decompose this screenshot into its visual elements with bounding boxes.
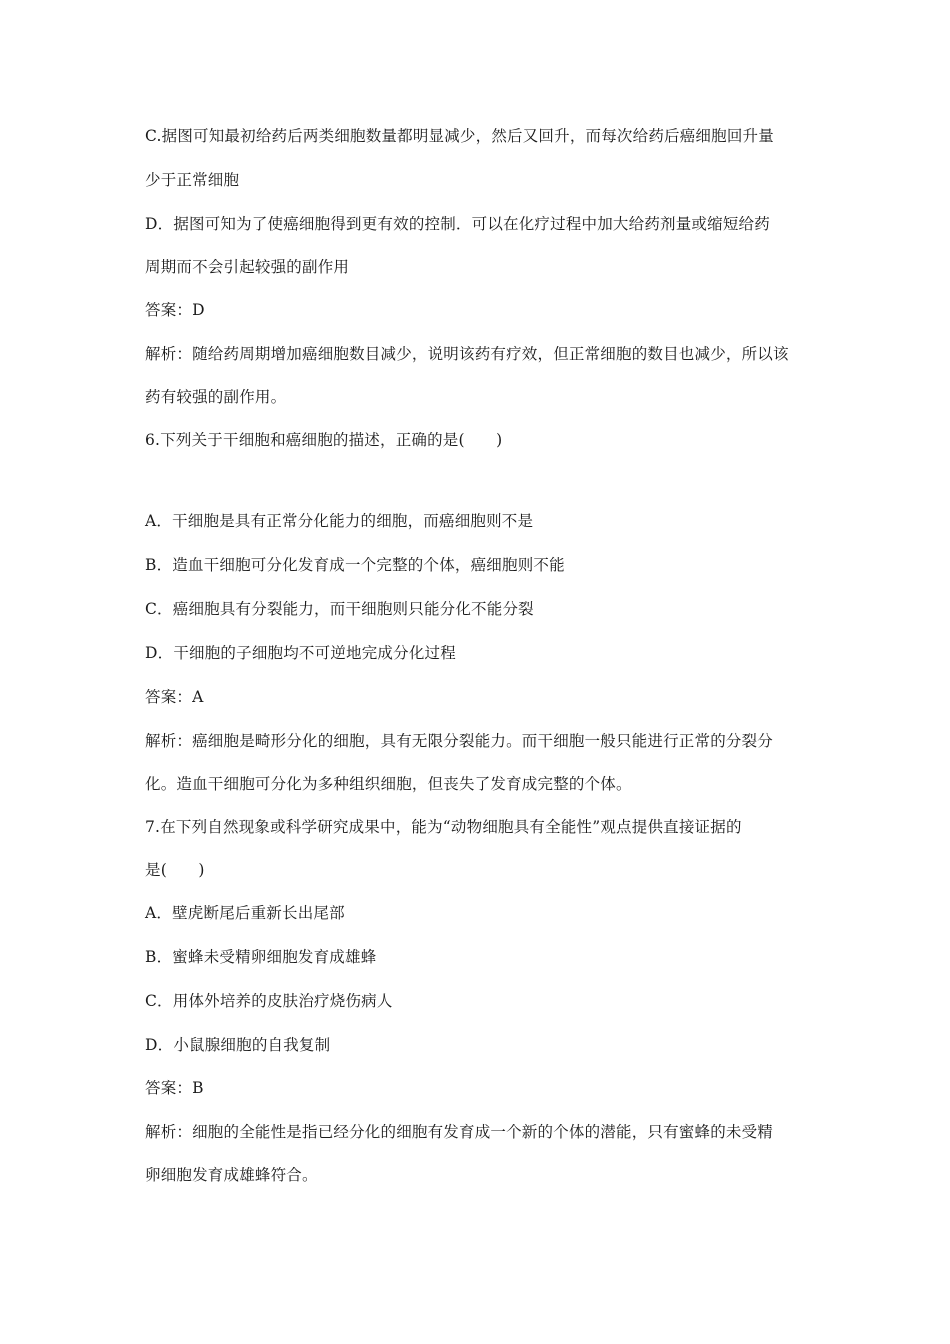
q6-option-b: B．造血干细胞可分化发育成一个完整的个体，癌细胞则不能 bbox=[145, 556, 565, 574]
q7-analysis-line2: 卵细胞发育成雄蜂符合。 bbox=[145, 1166, 318, 1184]
q7-option-d: D．小鼠腺细胞的自我复制 bbox=[145, 1036, 331, 1054]
q7-option-b: B．蜜蜂未受精卵细胞发育成雄蜂 bbox=[145, 948, 377, 966]
q6-analysis-line1: 解析：癌细胞是畸形分化的细胞，具有无限分裂能力。而干细胞一般只能进行正常的分裂分 bbox=[145, 732, 774, 750]
q5-analysis-line2: 药有较强的副作用。 bbox=[145, 388, 287, 406]
q6-analysis-line2: 化。造血干细胞可分化为多种组织细胞，但丧失了发育成完整的个体。 bbox=[145, 775, 632, 793]
q7-option-a: A．壁虎断尾后重新长出尾部 bbox=[145, 904, 345, 922]
q7-analysis-line1: 解析：细胞的全能性是指已经分化的细胞有发育成一个新的个体的潜能，只有蜜蜂的未受精 bbox=[145, 1123, 774, 1141]
q5-option-d-line2: 周期而不会引起较强的副作用 bbox=[145, 258, 350, 276]
q6-stem: 6.下列关于干细胞和癌细胞的描述，正确的是( ) bbox=[145, 431, 503, 449]
q6-answer: 答案：A bbox=[145, 688, 204, 706]
q5-option-c-line1: C.据图可知最初给药后两类细胞数量都明显减少，然后又回升，而每次给药后癌细胞回升量 bbox=[145, 127, 774, 145]
q6-option-a: A．干细胞是具有正常分化能力的细胞，而癌细胞则不是 bbox=[145, 512, 534, 530]
q7-stem-line2: 是( ) bbox=[145, 861, 205, 879]
q5-option-d-line1: D．据图可知为了使癌细胞得到更有效的控制．可以在化疗过程中加大给药剂量或缩短给药 bbox=[145, 215, 770, 233]
q5-answer: 答案：D bbox=[145, 301, 205, 319]
q7-stem-line1: 7.在下列自然现象或科学研究成果中，能为“动物细胞具有全能性”观点提供直接证据的 bbox=[145, 818, 742, 836]
q5-option-c-line2: 少于正常细胞 bbox=[145, 171, 240, 189]
q7-option-c: C．用体外培养的皮肤治疗烧伤病人 bbox=[145, 992, 393, 1010]
q5-analysis-line1: 解析：随给药周期增加癌细胞数目减少，说明该药有疗效，但正常细胞的数目也减少，所以该 bbox=[145, 345, 789, 363]
q7-answer: 答案：B bbox=[145, 1079, 204, 1097]
q6-option-d: D．干细胞的子细胞均不可逆地完成分化过程 bbox=[145, 644, 456, 662]
q6-option-c: C．癌细胞具有分裂能力，而干细胞则只能分化不能分裂 bbox=[145, 600, 534, 618]
